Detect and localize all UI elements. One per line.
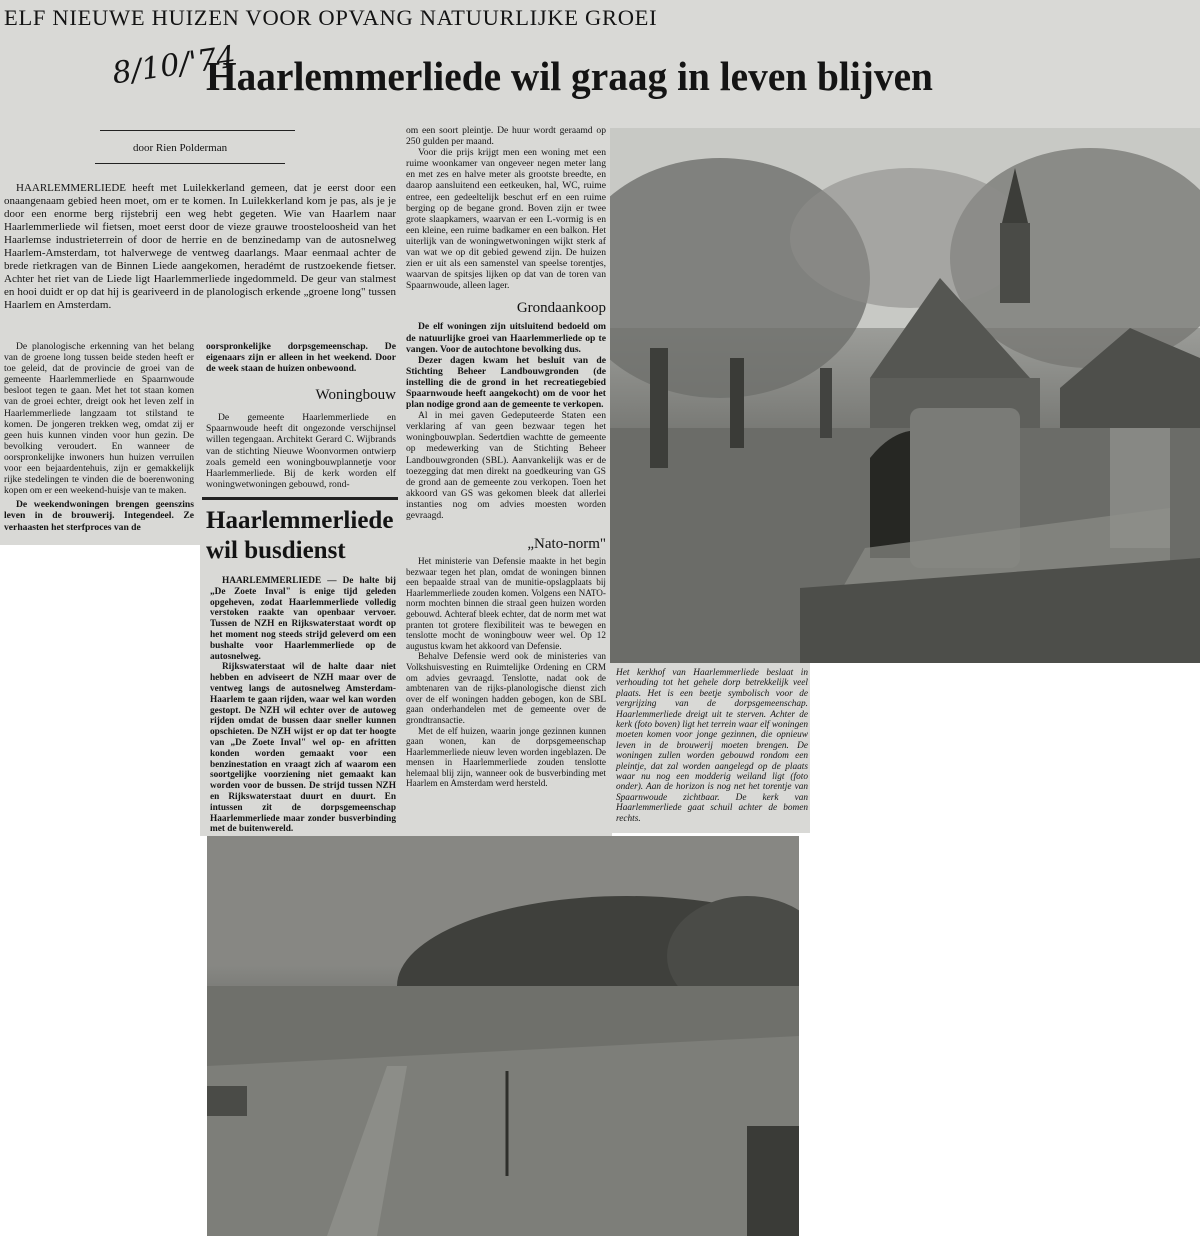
byline-rule-bottom (95, 163, 285, 164)
meadow-landscape-illustration (207, 836, 799, 1236)
col2-paragraph-2: De gemeente Haarlemmerliede en Spaarnwoude heeft dit ongezonde verschijnsel willen tegengaan. Architekt Gerard C. Wijbrands van de stichting Nieuwe Woonvormen ontwierp zoals gemeld een woningbouwplannetje voor Haarlemmerliede. Bij de kerk worden elf woningwetwoningen gebouwd, rond- (206, 412, 396, 490)
column-1 (4, 341, 194, 533)
col2-subhead: Woningbouw (315, 387, 396, 404)
sidebar-headline (206, 506, 406, 566)
meadow-landscape-photo (207, 836, 799, 1236)
col1-paragraph-2: De weekendwoningen brengen geenszins leven in de brouwerij. Integendeel. Ze verhaasten het sterfproces van de (4, 499, 194, 533)
main-headline: Haarlemmerliede wil graag in leven blijven (206, 53, 933, 99)
sidebar-rule (202, 497, 398, 500)
church-graveyard-photo (610, 128, 1200, 663)
col4-paragraph-1: Het ministerie van Defensie maakte in het begin bezwaar tegen het plan, omdat de woningen binnen een bepaalde straal van de munitie-opslagplaats bij Haarlemmerliede zouden komen. Volgens een NATO-norm mochten binnen die straal geen huizen worden gebouwd. Achteraf bleek echter, dat de norm met wat pranten tot grotere flexibiliteit was te bewegen en tenslotte mocht de woningbouw weer wel. Op 12 augustus kwam het akkoord van Defensie. (406, 556, 606, 651)
col2-paragraph-1: oorspronkelijke dorpsgemeenschap. De eigenaars zijn er alleen in het weekend. Door de week staan de huizen onbewoond. (206, 341, 396, 375)
sidebar-paragraph-1: HAARLEMMERLIEDE — De halte bij „De Zoete Inval" is enige tijd geleden opgeheven, zodat Haarlemmerliede volledig verstoken raakte van openbaar vervoer. Tussen de NZH en Rijkswaterstaat wordt op het moment nog steeds strijd geleverd om een bushalte voor Haarlemmerliede op de autosnelweg. (210, 576, 396, 662)
col3-paragraph-5: Al in mei gaven Gedeputeerde Staten een verklaring af van geen bezwaar tegen het woningbouwplan. Sedertdien wachtte de gemeente op medewerking van de Stichting Beheer Landbouwgronden (SBL). Aanvankelijk was er de toezegging dat men direkt na goedkeuring van GS de grond aan de gemeente zou verkopen. Toen het akkoord van GS was gekomen bleek dat allerlei instanties nog om advies moesten worden gevraagd. (406, 410, 606, 521)
column-2 (206, 341, 396, 490)
col3-paragraph-3: De elf woningen zijn uitsluitend bedoeld om de natuurlijke groei van Haarlemmerliede op te vangen. Voor de autochtone bevolking dus. (406, 321, 606, 355)
church-graveyard-illustration (610, 128, 1200, 663)
kicker-headline: ELF NIEUWE HUIZEN VOOR OPVANG NATUURLIJKE GROEI (4, 5, 658, 30)
sidebar-headline-line1: Haarlemmerliede (206, 507, 394, 534)
col3-paragraph-4: Dezer dagen kwam het besluit van de Stichting Beheer Landbouwgronden (de instelling die de grond in het recreatiegebied Spaarnwoude heeft aangekocht) om de voor het plan nodige grond aan de gemeente te verkopen. (406, 354, 606, 411)
col3-subhead: Grondaankoop (516, 300, 606, 317)
col1-paragraph-1: De planologische erkenning van het belang van de groene long tussen beide steden heeft er toe geleid, dat de provincie de groei van de gemeente Haarlemmerliede en Spaarnwoude besloot tegen te gaan. Met het tot staan komen van de groei echter, dreigt ook het leven zelf in Haarlemmerliede langzaam tot stilstand te komen. De jongeren trekken weg, omdat zij er geen huis kunnen vinden voor hun gezin. De bevolking veroudert. En wanneer de oorspronkelijke inwoners hun huizen verruilen voor een bejaardentehuis, zijn er gemakkelijk rijke stedelingen te vinden die de boerenwoning kopen om er een weekend-huisje van te maken. (4, 341, 194, 497)
col4-subhead: „Nato-norm" (527, 536, 606, 552)
handwritten-date: 8/10/'74 (110, 39, 238, 92)
sidebar-paragraph-2: Rijkswaterstaat wil de halte daar niet hebben en adviseert de NZH maar over de ventweg langs de autosnelweg Amsterdam-Haarlem te gaan rijden, waar wel kan worden gestopt. De NZH wil echter over de autoweg rijden omdat de bussen daar sneller kunnen opschieten. De NZH wijst er op dat ter hoogte van „De Zoete Inval" wel op- en afritten konden worden gemaakt voor een benzinestation en vraagt zich af waarom een soortgelijke voorziening niet gemaakt kan worden voor de bussen. De strijd tussen NZH en Rijkswaterstaat duurt en duurt. En intussen zit de dorpsgemeenschap Haarlemmerliede maar zonder busverbinding met de buitenwereld. (210, 662, 396, 835)
sidebar-headline-line2: wil busdienst (206, 537, 346, 564)
photo-caption: Het kerkhof van Haarlemmerliede beslaat in verhouding tot het gehele dorp betrekkelijk veel plaats. Het is een beetje symbolisch voor de vergrijzing van de dorpsgemeenschap. Haarlemmerliede dreigt uit te sterven. Achter de kerk (foto boven) ligt het terrein waar elf woningen moeten komen voor jonge gezinnen, die opnieuw leven in de brouwerij moeten brengen. De woningen zullen worden gebouwd rondom een pleintje, dat zal worden aangelegd op de plaats waar nu nog een modderig weiland ligt (foto onder). Aan de horizon is nog net het torentje van Spaarnwoude zichtbaar. De kerk van Haarlemmerliede gaat schuil achter de bomen rechts. (616, 668, 808, 824)
col4-paragraph-3: Met de elf huizen, waarin jonge gezinnen kunnen gaan wonen, kan de dorpsgemeenschap Haarlemmerliede nieuw leven worden ingeblazen. De mensen in Haarlemmerliede zouden tenslotte helemaal blij zijn, wanneer ook de busverbinding met Haarlem en Amsterdam werd hersteld. (406, 725, 606, 789)
byline-rule-top (100, 130, 295, 131)
col3-paragraph-1: om een soort pleintje. De huur wordt geraamd op 250 gulden per maand. (406, 125, 606, 148)
byline: door Rien Polderman (133, 142, 228, 154)
sidebar-body (210, 576, 396, 835)
col4-paragraph-2: Behalve Defensie werd ook de ministeries van Volkshuisvesting en Ruimtelijke Ordening en CRM om advies gevraagd. Tenslotte, nadat ook de ambtenaren van de rijks-planologische dienst zich over de elf woningen hadden gebogen, kon de SBL gaan onderhandelen met de gemeente over de grondtransactie. (406, 651, 606, 725)
column-4 (406, 536, 606, 789)
intro-paragraph: HAARLEMMERLIEDE heeft met Luilekkerland gemeen, dat je eerst door een onaangenaam gebied heen moet, om er te komen. In Luilekkerland kom je pas, als je je door een enorme berg rijstebrij een weg hebt gegeten. Wie van Haarlem naar Haarlemmerliede wil fietsen, moet eerst door de vieze grauwe troosteloosheid van het Haarlemse industrieterrein of door de herrie en de benzinedamp van de autosnelweg Haarlem-Amsterdam, tot halverwege de ventweg daarlangs. Maar eenmaal achter de brede rietkragen van de Binnen Liede aangekomen, heradémt de rustzoekende fietser. Achter het riet van de Liede ligt Haarlemmerliede ingedommeld. De geur van stalmest en hooi duidt er op dat hij is geariveerd in de planologisch erkende „groene long" tussen Haarlem en Amsterdam. (4, 182, 396, 311)
col3-paragraph-2: Voor die prijs krijgt men een woning met een ruime woonkamer van ongeveer negen meter lang en met zes en halve meter als grootste breedte, en daarop aansluitend een eetkeuken, hal, WC, ruime entree, een gedeeltelijk beschut erf en een ruime berging op de begane grond. Boven zijn er twee grote slaapkamers, waarvan er een L-vormig is en een kleine, een ruime badkamer en een balkon. Het uiterlijk van de woningwetwoningen wijkt sterk af van wat we op dit gebied gewend zijn. De huizen zien er uit als een samenstel van speelse torentjes, waarvan de spitsjes lijken op dat van de toren van Spaarnwoude, alleen lager. (406, 147, 606, 292)
column-3 (406, 125, 606, 521)
